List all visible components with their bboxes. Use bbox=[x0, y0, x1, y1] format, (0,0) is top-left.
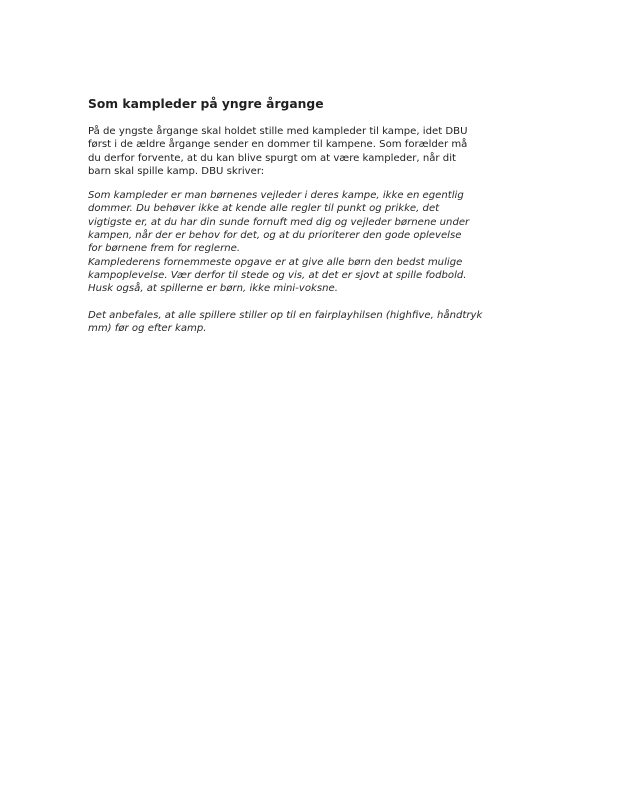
quote-paragraph bbox=[88, 189, 506, 295]
quote-line: Som kampleder er man børnenes vejleder i deres kampe, ikke en egentlig bbox=[88, 190, 464, 202]
intro-line: du derfor forvente, at du kan blive spurgt om at være kampleder, når dit bbox=[88, 152, 456, 164]
quote-line: Kamplederens fornemmeste opgave er at give alle børn den bedst mulige bbox=[88, 256, 463, 268]
quote-line: dommer. Du behøver ikke at kende alle regler til punkt og prikke, det bbox=[88, 203, 440, 215]
page-title: Som kampleder på yngre årgange bbox=[88, 97, 324, 111]
quote-line: for børnene frem for reglerne. bbox=[88, 243, 241, 255]
closing-paragraph bbox=[88, 309, 506, 336]
intro-line: først i de ældre årgange sender en dommer til kampene. Som forælder må bbox=[88, 139, 468, 151]
quote-line: vigtigste er, at du har din sunde fornuft med dig og vejleder børnene under bbox=[88, 216, 470, 228]
quote-line: kampen, når der er behov for det, og at du prioriterer den gode oplevelse bbox=[88, 230, 462, 242]
intro-line: barn skal spille kamp. DBU skriver: bbox=[88, 165, 265, 177]
closing-line: Det anbefales, at alle spillere stiller op til en fairplayhilsen (highfive, håndtryk bbox=[88, 309, 483, 321]
quote-line: kampoplevelse. Vær derfor til stede og vis, at det er sjovt at spille fodbold. bbox=[88, 269, 467, 281]
closing-line: mm) før og efter kamp. bbox=[88, 322, 207, 334]
intro-line: På de yngste årgange skal holdet stille med kampleder til kampe, idet DBU bbox=[88, 126, 468, 137]
quote-line: Husk også, at spillerne er børn, ikke mini-voksne. bbox=[88, 283, 338, 295]
document-page bbox=[88, 97, 506, 335]
intro-paragraph bbox=[88, 125, 506, 178]
